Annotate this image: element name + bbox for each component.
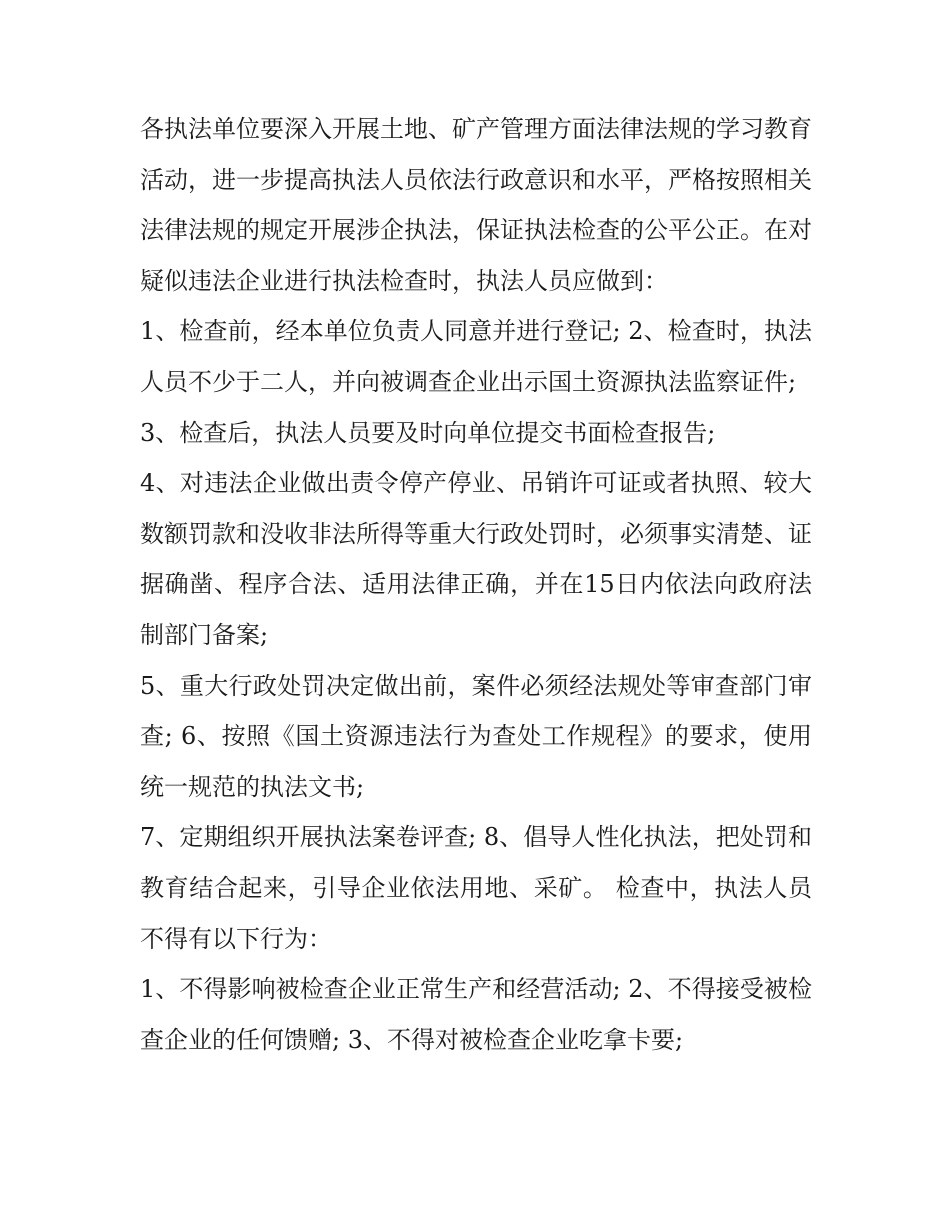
- paragraph-prohibitions: 1、不得影响被检查企业正常生产和经营活动; 2、不得接受被检查企业的任何馈赠; 3、不得对被检查企业吃拿卡要;: [140, 975, 812, 1054]
- paragraph-item-5-6: 5、重大行政处罚决定做出前，案件必须经法规处等审查部门审查; 6、按照《国土资源违法行为查处工作规程》的要求，使用统一规范的执法文书;: [140, 671, 812, 801]
- paragraph-intro: 各执法单位要深入开展土地、矿产管理方面法律法规的学习教育活动，进一步提高执法人员依法行政意识和水平，严格按照相关法律法规的规定开展涉企执法，保证执法检查的公平公正。在对疑似违法企业进行执法检查时，执法人员应做到：: [140, 115, 812, 295]
- paragraph-item-4: 4、对违法企业做出责令停产停业、吊销许可证或者执照、较大数额罚款和没收非法所得等重大行政处罚时，必须事实清楚、证据确凿、程序合法、适用法律正确，并在15日内依法向政府法制部门备案;: [140, 469, 812, 649]
- paragraph-item-1-2: 1、检查前，经本单位负责人同意并进行登记; 2、检查时，执法人员不少于二人，并向被调查企业出示国土资源执法监察证件;: [140, 317, 812, 396]
- paragraph-item-7-8: 7、定期组织开展执法案卷评查; 8、倡导人性化执法，把处罚和教育结合起来，引导企业依法用地、采矿。 检查中，执法人员不得有以下行为：: [140, 823, 812, 953]
- paragraph-item-3: 3、检查后，执法人员要及时向单位提交书面检查报告;: [140, 418, 716, 447]
- document-body: [140, 104, 812, 1065]
